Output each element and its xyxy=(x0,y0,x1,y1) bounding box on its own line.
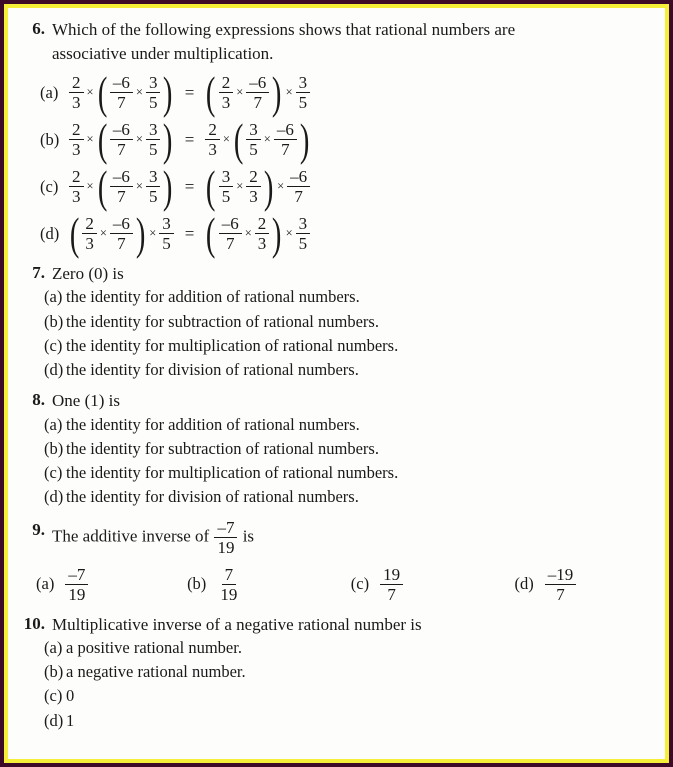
fraction-neg6-7: $\frac{-6}{7}$ xyxy=(110,74,133,111)
fraction-3-5: $\frac{3}{5}$ xyxy=(219,168,234,205)
question-7-number: 7. xyxy=(32,263,45,283)
paren-close: ) xyxy=(163,67,173,119)
question-6-option-d-expression xyxy=(68,208,311,260)
paren-close: ) xyxy=(272,208,282,260)
question-9-number: 9. xyxy=(32,519,45,539)
equals-sign: = xyxy=(184,82,195,102)
question-7 xyxy=(22,262,651,286)
question-9-stem-fraction xyxy=(213,519,238,556)
paren-open: ( xyxy=(206,161,216,213)
parenthesized-group xyxy=(204,208,283,260)
question-10-number: 10. xyxy=(23,613,45,633)
question-8 xyxy=(22,389,651,413)
fraction-neg6-7: $\frac{-6}{7}$ xyxy=(287,168,310,205)
fraction-neg6-7: $\frac{-6}{7}$ xyxy=(110,121,133,158)
paren-open: ( xyxy=(206,208,216,260)
option-text: 1 xyxy=(66,710,75,730)
question-10 xyxy=(22,613,651,637)
question-9 xyxy=(22,519,651,556)
paren-open: ( xyxy=(233,114,244,166)
parenthesized-group xyxy=(204,161,275,213)
fraction-neg6-7: $\frac{-6}{7}$ xyxy=(219,215,242,252)
question-8-stem: One (1) is xyxy=(52,391,120,411)
question-7-option-d[interactable] xyxy=(22,359,651,381)
paren-close: ) xyxy=(163,114,173,166)
question-8-option-b[interactable] xyxy=(22,438,651,460)
times-operator: × xyxy=(236,85,244,100)
parenthesized-group xyxy=(96,161,175,213)
fraction-neg6-7: $\frac{-6}{7}$ xyxy=(274,121,297,158)
question-6-option-c-label: (c) xyxy=(40,176,59,196)
question-10-option-d[interactable] xyxy=(22,710,651,732)
equals-sign: = xyxy=(184,223,195,243)
question-9-stem-before: The additive inverse of xyxy=(52,526,210,546)
paren-open: ( xyxy=(97,161,107,213)
question-9-option-b[interactable] xyxy=(187,566,351,603)
paren-open: ( xyxy=(69,208,80,260)
question-6-option-b[interactable] xyxy=(22,114,651,166)
option-label: (b) xyxy=(44,662,64,682)
option-text: 0 xyxy=(66,686,75,706)
option-text: the identity for addition of rational numbers. xyxy=(66,414,360,434)
paren-close: ) xyxy=(299,114,310,166)
question-10-options xyxy=(22,637,651,732)
times-operator: × xyxy=(285,85,293,100)
option-text: a positive rational number. xyxy=(66,637,242,657)
option-label: (c) xyxy=(44,335,63,355)
option-label: (b) xyxy=(187,574,207,594)
question-6-option-c-expression xyxy=(68,161,311,213)
fraction-2-3: $\frac{2}{3}$ xyxy=(219,74,234,111)
question-8-option-d[interactable] xyxy=(22,486,651,508)
fraction-3-5: $\frac{3}{5}$ xyxy=(246,121,261,158)
question-8-option-c[interactable] xyxy=(22,462,651,484)
fraction-3-5: $\frac{3}{5}$ xyxy=(146,168,161,205)
fraction-2-3: $\frac{2}{3}$ xyxy=(205,121,220,158)
times-operator: × xyxy=(222,132,230,147)
fraction-neg6-7: $\frac{-6}{7}$ xyxy=(110,168,133,205)
paren-close: ) xyxy=(163,161,173,213)
times-operator: × xyxy=(99,226,107,241)
option-label: (a) xyxy=(36,574,55,594)
question-6-option-d-label: (d) xyxy=(40,223,60,243)
option-label: (a) xyxy=(44,637,63,657)
question-10-option-c[interactable] xyxy=(22,685,651,707)
parenthesized-group xyxy=(232,114,311,166)
fraction-neg6-7: $\frac{-6}{7}$ xyxy=(246,74,269,111)
question-8-option-a[interactable] xyxy=(22,414,651,436)
paren-open: ( xyxy=(97,114,107,166)
fraction-2-3: $\frac{2}{3}$ xyxy=(69,168,84,205)
question-9-options xyxy=(22,566,651,603)
fraction-neg6-7: $\frac{-6}{7}$ xyxy=(110,215,133,252)
question-6-option-b-expression xyxy=(68,114,311,166)
times-operator: × xyxy=(135,179,143,194)
option-label: (a) xyxy=(44,414,63,434)
question-6-option-d[interactable] xyxy=(22,208,651,260)
option-label: (d) xyxy=(514,574,534,594)
parenthesized-group xyxy=(96,114,175,166)
times-operator: × xyxy=(236,179,244,194)
option-label: (c) xyxy=(44,686,63,706)
fraction-2-3: $\frac{2}{3}$ xyxy=(69,74,84,111)
fraction-3-5: $\frac{3}{5}$ xyxy=(146,121,161,158)
fraction-2-3: $\frac{2}{3}$ xyxy=(69,121,84,158)
parenthesized-group xyxy=(68,208,147,260)
times-operator: × xyxy=(149,226,157,241)
parenthesized-group xyxy=(96,67,175,119)
fraction-19-7: $\frac{19}{7}$ xyxy=(380,566,403,603)
option-label: (d) xyxy=(44,487,64,507)
page-content xyxy=(8,8,665,759)
times-operator: × xyxy=(135,132,143,147)
question-7-option-c[interactable] xyxy=(22,335,651,357)
question-10-stem: Multiplicative inverse of a negative rational number is xyxy=(52,614,422,634)
question-6-number: 6. xyxy=(32,19,45,38)
option-label: (c) xyxy=(44,463,63,483)
paren-close: ) xyxy=(272,67,282,119)
question-6-stem xyxy=(52,18,651,66)
question-9-stem-after: is xyxy=(242,526,255,546)
option-text: the identity for multiplication of rational numbers. xyxy=(66,463,399,483)
times-operator: × xyxy=(86,132,94,147)
question-6-option-a-label: (a) xyxy=(40,82,59,102)
question-10-option-b[interactable] xyxy=(22,661,651,683)
fraction-2-3: $\frac{2}{3}$ xyxy=(82,215,97,252)
question-6-option-a-expression xyxy=(68,67,311,119)
option-label: (d) xyxy=(44,360,64,380)
equals-sign: = xyxy=(184,129,195,149)
question-7-stem: Zero (0) is xyxy=(52,264,124,284)
option-label: (b) xyxy=(44,311,64,331)
option-label: (c) xyxy=(350,574,370,594)
fraction-3-5: $\frac{3}{5}$ xyxy=(159,215,174,252)
question-9-stem xyxy=(52,519,651,556)
times-operator: × xyxy=(86,179,94,194)
question-6-option-c[interactable] xyxy=(22,161,651,213)
times-operator: × xyxy=(86,85,94,100)
times-operator: × xyxy=(285,226,293,241)
option-text: the identity for multiplication of rational numbers. xyxy=(66,335,399,355)
paren-open: ( xyxy=(206,67,216,119)
times-operator: × xyxy=(135,85,143,100)
fraction-3-5: $\frac{3}{5}$ xyxy=(296,215,311,252)
question-8-number: 8. xyxy=(32,390,45,410)
option-label: (d) xyxy=(44,710,64,730)
question-9-option-a[interactable] xyxy=(36,566,187,603)
question-6-stem-line1: Which of the following expressions shows that rational numbers are xyxy=(52,20,516,39)
option-text: the identity for division of rational numbers. xyxy=(66,360,359,380)
option-text: the identity for addition of rational numbers. xyxy=(66,287,360,307)
option-label: (b) xyxy=(44,438,64,458)
option-label: (a) xyxy=(44,287,63,307)
fraction-2-3: $\frac{2}{3}$ xyxy=(255,215,270,252)
fraction-3-5: $\frac{3}{5}$ xyxy=(296,74,311,111)
question-7-option-b[interactable] xyxy=(22,311,651,333)
paren-open: ( xyxy=(97,67,107,119)
fraction-neg7-19: $\frac{-7}{19}$ xyxy=(214,519,237,556)
paren-close: ) xyxy=(135,208,146,260)
fraction-7-19: $\frac{7}{19}$ xyxy=(220,564,238,604)
times-operator: × xyxy=(244,226,252,241)
question-8-options xyxy=(22,414,651,509)
fraction-3-5: $\frac{3}{5}$ xyxy=(146,74,161,111)
option-text: the identity for subtraction of rational numbers. xyxy=(66,438,379,458)
question-7-option-a[interactable] xyxy=(22,286,651,308)
question-6-option-a[interactable] xyxy=(22,67,651,119)
option-text: the identity for subtraction of rational numbers. xyxy=(66,311,379,331)
times-operator: × xyxy=(277,179,285,194)
paren-close: ) xyxy=(263,161,274,213)
fraction-neg19-7: $\frac{-19}{7}$ xyxy=(545,566,577,603)
parenthesized-group xyxy=(204,67,283,119)
question-7-options xyxy=(22,286,651,381)
equals-sign: = xyxy=(184,176,195,196)
question-10-option-a[interactable] xyxy=(22,637,651,659)
option-text: a negative rational number. xyxy=(66,662,246,682)
option-text: the identity for division of rational numbers. xyxy=(66,487,359,507)
question-9-option-d[interactable] xyxy=(515,566,651,603)
question-6-option-b-label: (b) xyxy=(40,129,60,149)
question-6 xyxy=(22,18,651,66)
question-6-stem-line2: associative under multiplication. xyxy=(52,44,274,64)
question-9-option-c[interactable] xyxy=(351,566,515,603)
fraction-2-3: $\frac{2}{3}$ xyxy=(246,168,261,205)
times-operator: × xyxy=(263,132,271,147)
fraction-neg7-19: $\frac{-7}{19}$ xyxy=(65,566,88,603)
